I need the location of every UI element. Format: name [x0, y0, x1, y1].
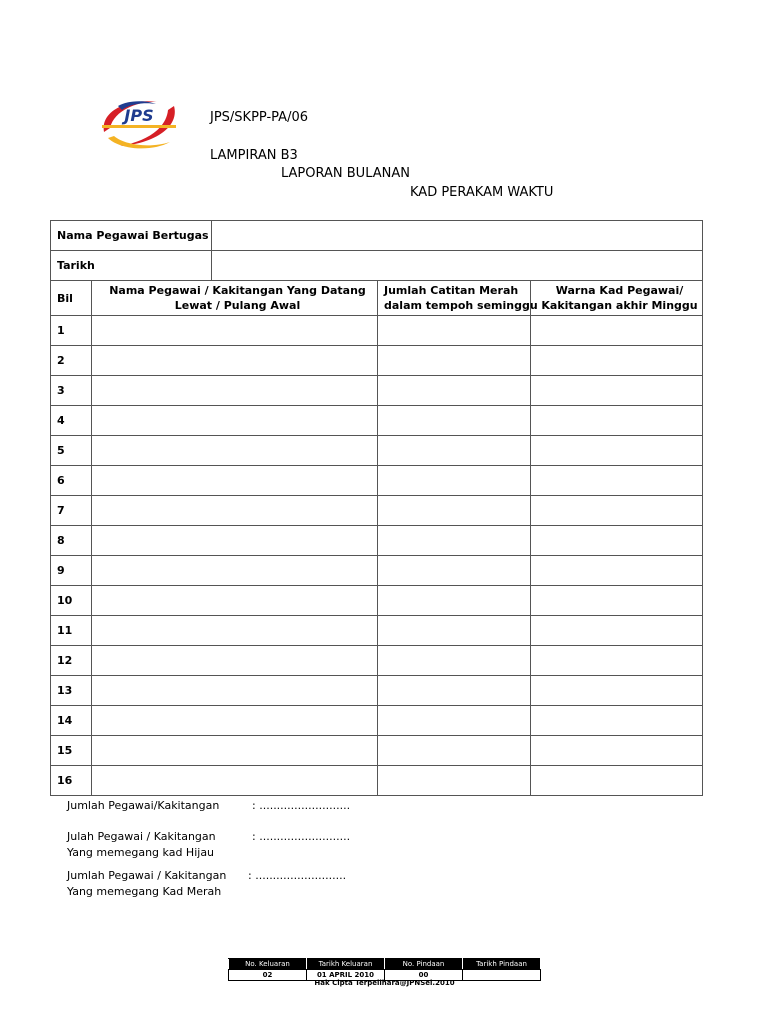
nama-cell[interactable]: [92, 676, 378, 706]
row-number: 16: [51, 766, 92, 796]
nama-cell[interactable]: [92, 736, 378, 766]
nama-cell[interactable]: [92, 406, 378, 436]
col-header-warna: Warna Kad Pegawai/ Kakitangan akhir Minggu: [531, 281, 703, 316]
table-row: [51, 406, 703, 436]
table-row: [51, 496, 703, 526]
row-number: 14: [51, 706, 92, 736]
warna-cell[interactable]: [531, 736, 703, 766]
warna-cell[interactable]: [531, 406, 703, 436]
warna-cell[interactable]: [531, 436, 703, 466]
row-number: 10: [51, 586, 92, 616]
footer-value-cell: 01 APRIL 2010: [307, 970, 385, 981]
warna-cell[interactable]: [531, 556, 703, 586]
nama-cell[interactable]: [92, 766, 378, 796]
nama-cell[interactable]: [92, 706, 378, 736]
row-number: 4: [51, 406, 92, 436]
laporan-title: LAPORAN BULANAN: [281, 166, 410, 181]
catitan-cell[interactable]: [378, 316, 531, 346]
table-row: [51, 436, 703, 466]
row-number: 7: [51, 496, 92, 526]
row-number: 3: [51, 376, 92, 406]
nama-cell[interactable]: [92, 376, 378, 406]
catitan-cell[interactable]: [378, 496, 531, 526]
copyright-text: Hak Cipta Terpelihara@JPNSel.2010: [314, 979, 455, 987]
footer-value-cell: 00: [385, 970, 463, 981]
row-number: 5: [51, 436, 92, 466]
catitan-cell[interactable]: [378, 346, 531, 376]
warna-cell[interactable]: [531, 586, 703, 616]
warna-cell[interactable]: [531, 316, 703, 346]
nama-cell[interactable]: [92, 316, 378, 346]
warna-cell[interactable]: [531, 346, 703, 376]
table-row: [51, 616, 703, 646]
catitan-cell[interactable]: [378, 766, 531, 796]
nama-cell[interactable]: [92, 556, 378, 586]
warna-cell[interactable]: [531, 496, 703, 526]
footer-header-cell: Tarikh Keluaran: [307, 959, 385, 970]
nama-pegawai-label: Nama Pegawai Bertugas: [51, 221, 212, 251]
catitan-cell[interactable]: [378, 466, 531, 496]
table-row: [51, 526, 703, 556]
footer-header-cell: No. Keluaran: [229, 959, 307, 970]
warna-cell[interactable]: [531, 706, 703, 736]
row-number: 6: [51, 466, 92, 496]
table-row: [51, 646, 703, 676]
table-row: [51, 586, 703, 616]
row-number: 11: [51, 616, 92, 646]
warna-cell[interactable]: [531, 646, 703, 676]
summary-label: Jumlah Pegawai/Kakitangan: [67, 799, 220, 812]
summary-label: Jumlah Pegawai / Kakitangan Yang memegang Kad Merah: [67, 869, 227, 898]
summary-label: Julah Pegawai / Kakitangan Yang memegang kad Hijau: [67, 830, 216, 859]
catitan-cell[interactable]: [378, 736, 531, 766]
nama-cell[interactable]: [92, 586, 378, 616]
col-header-catitan: Jumlah Catitan Merah dalam tempoh seminggu: [378, 281, 531, 316]
catitan-cell[interactable]: [378, 616, 531, 646]
warna-cell[interactable]: [531, 376, 703, 406]
footer-value-cell: 02: [229, 970, 307, 981]
row-number: 9: [51, 556, 92, 586]
warna-cell[interactable]: [531, 676, 703, 706]
catitan-cell[interactable]: [378, 526, 531, 556]
warna-cell[interactable]: [531, 466, 703, 496]
lampiran-title: LAMPIRAN B3: [210, 148, 298, 163]
table-row: [51, 676, 703, 706]
row-number: 2: [51, 346, 92, 376]
row-number: 15: [51, 736, 92, 766]
row-number: 13: [51, 676, 92, 706]
nama-cell[interactable]: [92, 436, 378, 466]
row-number: 8: [51, 526, 92, 556]
tarikh-label: Tarikh: [51, 251, 212, 281]
summary-value: : ..........................: [252, 830, 351, 843]
nama-cell[interactable]: [92, 466, 378, 496]
nama-cell[interactable]: [92, 646, 378, 676]
catitan-cell[interactable]: [378, 706, 531, 736]
table-row: [51, 556, 703, 586]
form-code: JPS/SKPP-PA/06: [210, 110, 308, 125]
col-header-nama: Nama Pegawai / Kakitangan Yang Datang Lewat / Pulang Awal: [92, 281, 378, 316]
nama-cell[interactable]: [92, 616, 378, 646]
table-row: [51, 376, 703, 406]
catitan-cell[interactable]: [378, 556, 531, 586]
catitan-cell[interactable]: [378, 436, 531, 466]
tarikh-field[interactable]: [212, 251, 703, 281]
footer-table: [228, 958, 541, 981]
row-number: 12: [51, 646, 92, 676]
col-header-bil: Bil: [51, 281, 92, 316]
warna-cell[interactable]: [531, 616, 703, 646]
table-row: [51, 316, 703, 346]
logo-text: JPS: [124, 106, 154, 125]
table-row: [51, 466, 703, 496]
table-row: [51, 346, 703, 376]
catitan-cell[interactable]: [378, 406, 531, 436]
table-row: [51, 706, 703, 736]
warna-cell[interactable]: [531, 766, 703, 796]
table-row: [51, 766, 703, 796]
footer-header-cell: No. Pindaan: [385, 959, 463, 970]
summary-value: : ..........................: [248, 869, 347, 882]
catitan-cell[interactable]: [378, 376, 531, 406]
footer-header-cell: Tarikh Pindaan: [463, 959, 541, 970]
summary-value: : ..........................: [252, 799, 351, 812]
nama-cell[interactable]: [92, 496, 378, 526]
row-number: 1: [51, 316, 92, 346]
catitan-cell[interactable]: [378, 646, 531, 676]
report-table: [50, 220, 703, 796]
table-row: [51, 736, 703, 766]
kad-title: KAD PERAKAM WAKTU: [410, 185, 554, 200]
jps-logo: [100, 98, 178, 152]
catitan-cell[interactable]: [378, 676, 531, 706]
catitan-cell[interactable]: [378, 586, 531, 616]
nama-cell[interactable]: [92, 346, 378, 376]
nama-pegawai-field[interactable]: [212, 221, 703, 251]
nama-cell[interactable]: [92, 526, 378, 556]
warna-cell[interactable]: [531, 526, 703, 556]
